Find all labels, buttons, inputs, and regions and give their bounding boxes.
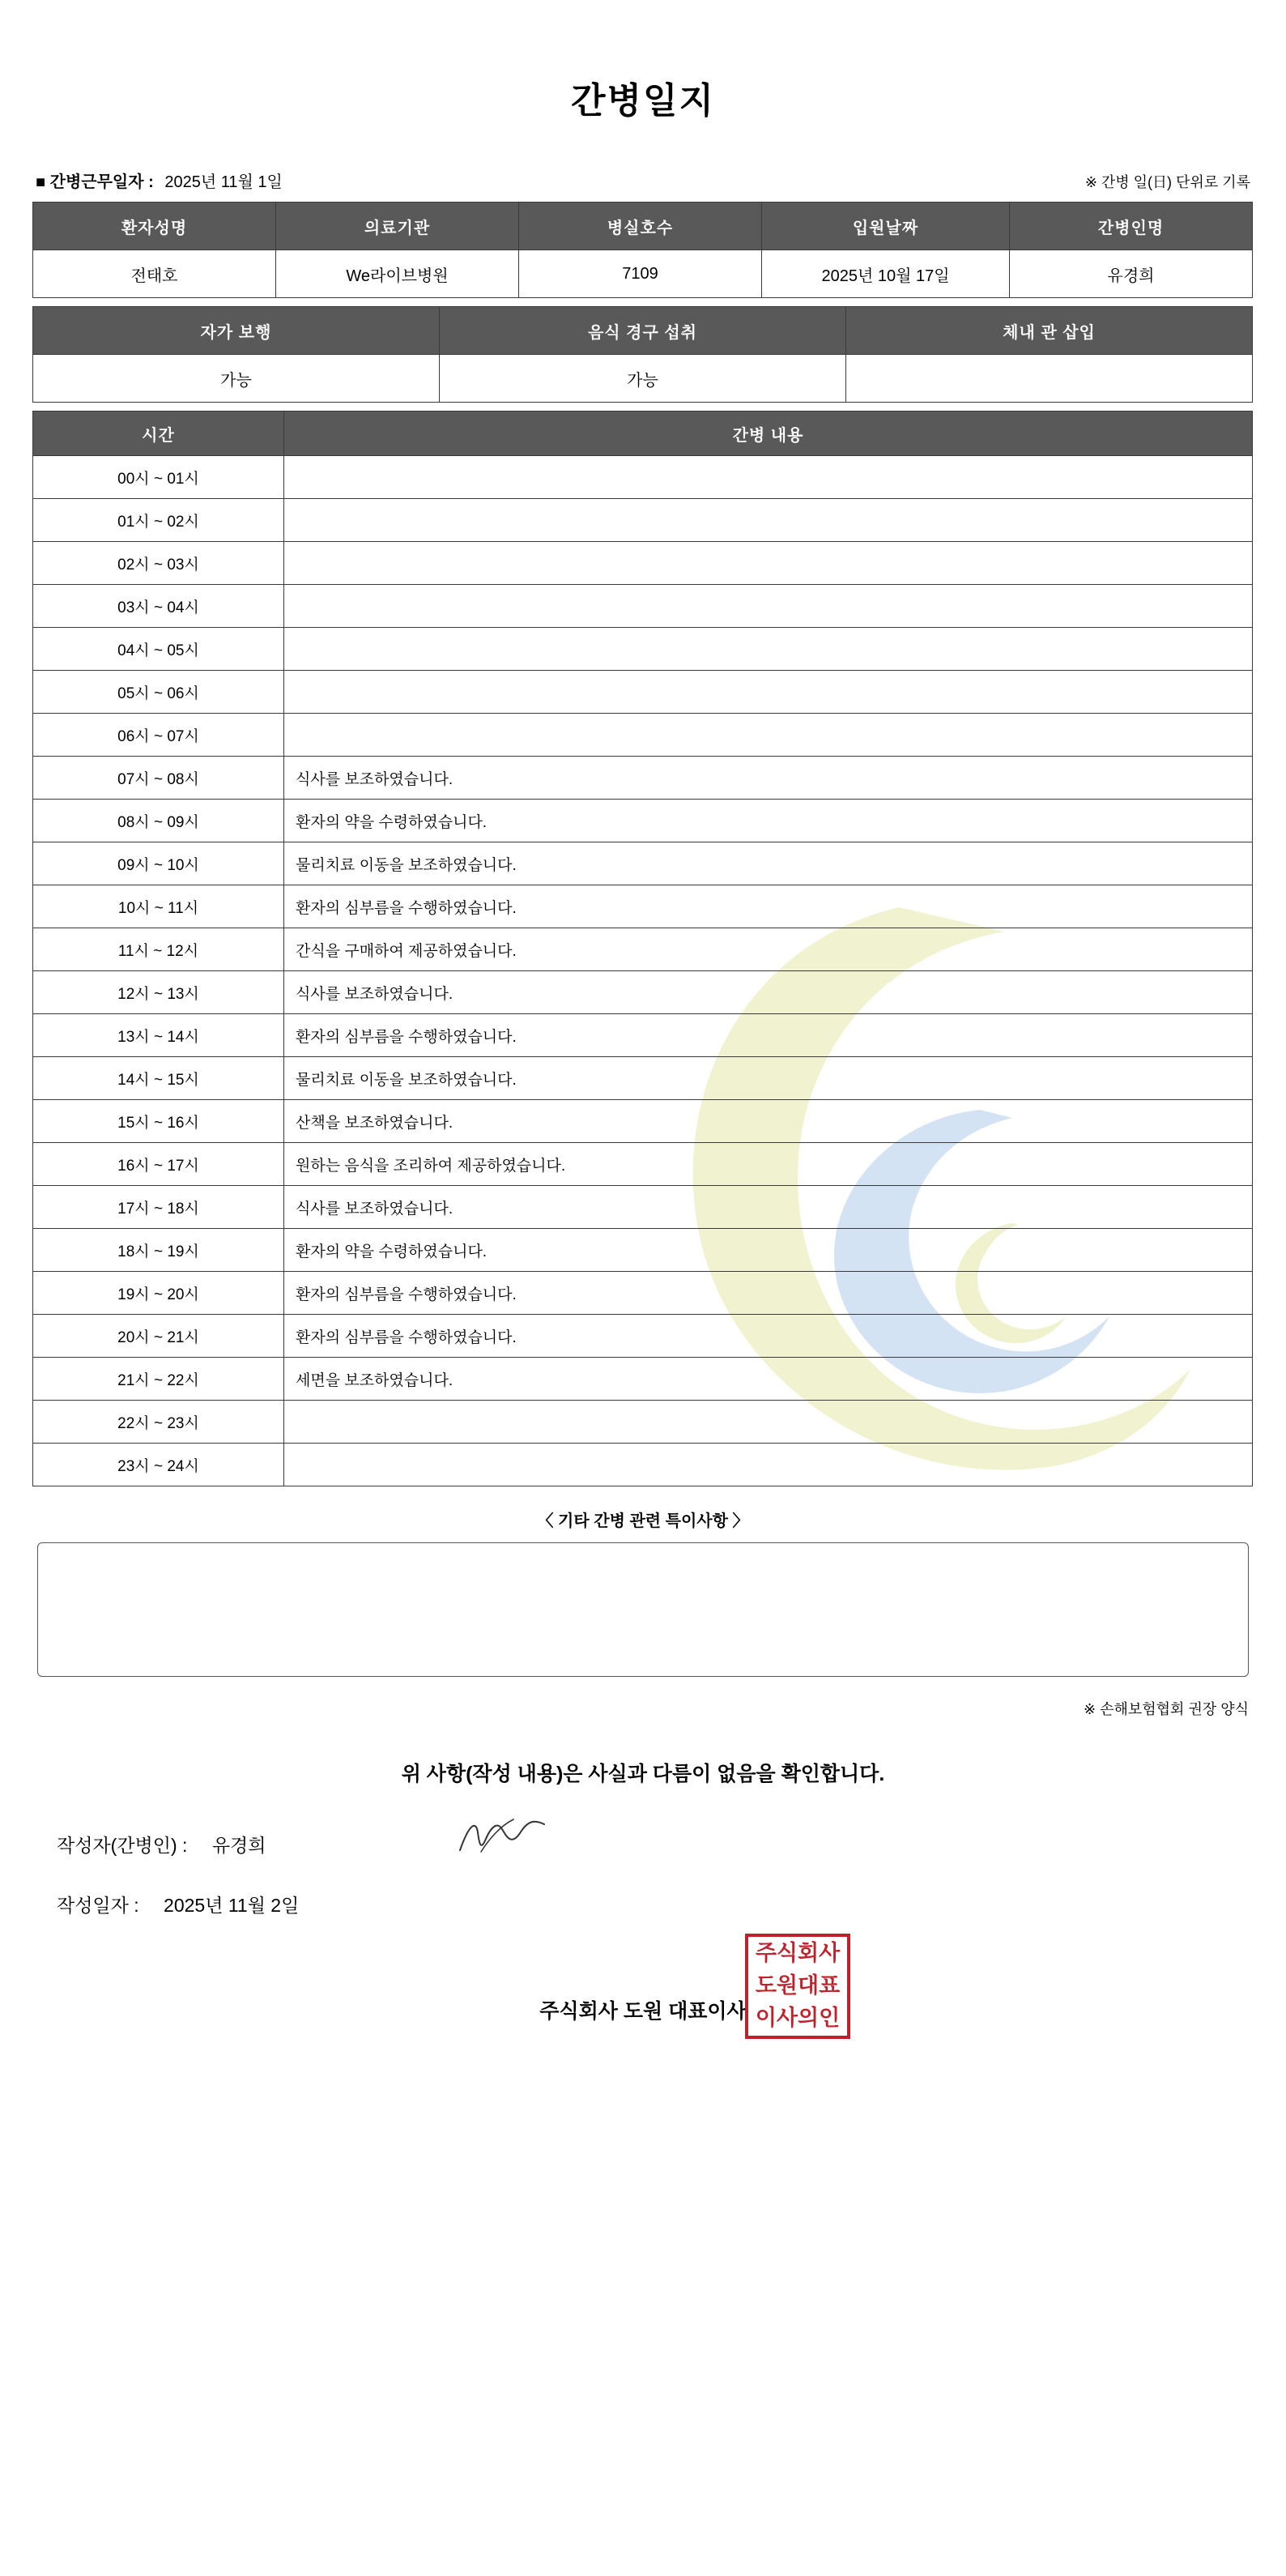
page-title: 간병일지 xyxy=(570,81,715,121)
hour-slot-note[interactable] xyxy=(284,1444,1253,1486)
signature-icon xyxy=(454,1815,551,1858)
condition-header-walking: 자가 보행 xyxy=(33,307,440,355)
hour-slot-time: 08시 ~ 09시 xyxy=(33,800,284,842)
unit-note: ※ 간병 일(日) 단위로 기록 xyxy=(1084,174,1250,190)
confirmation-text: 위 사항(작성 내용)은 사실과 다름이 없음을 확인합니다. xyxy=(401,1763,885,1785)
table-row xyxy=(33,628,1253,671)
writer-line xyxy=(32,1819,1254,1868)
hour-slot-note[interactable] xyxy=(284,456,1253,499)
hour-slot-note[interactable] xyxy=(284,542,1253,585)
hours-header-time: 시간 xyxy=(33,412,284,456)
hour-slot-time: 20시 ~ 21시 xyxy=(33,1315,284,1358)
table-row xyxy=(33,1315,1253,1358)
hour-slot-time: 09시 ~ 10시 xyxy=(33,842,284,885)
condition-value-oral-intake: 가능 xyxy=(440,355,846,403)
table-row xyxy=(33,456,1253,499)
patient-header-hospital: 의료기관 xyxy=(276,203,519,250)
condition-value-tube-insertion xyxy=(846,355,1253,403)
hour-slot-note[interactable]: 환자의 심부름을 수행하였습니다. xyxy=(284,1272,1253,1315)
company-stamp xyxy=(745,1934,850,2039)
hour-slot-note[interactable] xyxy=(284,499,1253,542)
patient-info-table xyxy=(32,202,1253,298)
table-row xyxy=(33,1401,1253,1444)
condition-header-tube-insertion: 체내 관 삽입 xyxy=(846,307,1253,355)
stamp-line-2: 도원대표 xyxy=(755,1973,841,1998)
hour-slot-note[interactable]: 원하는 음식을 조리하여 제공하였습니다. xyxy=(284,1143,1253,1186)
hour-slot-note[interactable]: 물리치료 이동을 보조하였습니다. xyxy=(284,1057,1253,1100)
hour-slot-time: 23시 ~ 24시 xyxy=(33,1444,284,1486)
hour-slot-time: 21시 ~ 22시 xyxy=(33,1358,284,1401)
hour-slot-note[interactable]: 산책을 보조하였습니다. xyxy=(284,1100,1253,1143)
table-row xyxy=(33,757,1253,800)
patient-header-room: 병실호수 xyxy=(519,203,762,250)
meta-row xyxy=(32,168,1254,202)
notes-title: 〈 기타 간병 관련 특이사항 〉 xyxy=(537,1512,749,1530)
table-row xyxy=(33,971,1253,1014)
hour-slot-note[interactable] xyxy=(284,628,1253,671)
association-note: ※ 손해보험협회 권장 양식 xyxy=(1084,1701,1249,1717)
write-date-line xyxy=(32,1868,1254,1917)
hour-slot-note[interactable]: 물리치료 이동을 보조하였습니다. xyxy=(284,842,1253,885)
write-date-label: 작성일자 : xyxy=(57,1895,139,1916)
hour-slot-time: 16시 ~ 17시 xyxy=(33,1143,284,1186)
work-date xyxy=(36,168,283,192)
hour-slot-time: 02시 ~ 03시 xyxy=(33,542,284,585)
table-header-row xyxy=(33,412,1253,456)
hour-slot-note[interactable] xyxy=(284,714,1253,757)
hour-slot-time: 06시 ~ 07시 xyxy=(33,714,284,757)
hour-slot-time: 05시 ~ 06시 xyxy=(33,671,284,714)
notes-box[interactable] xyxy=(37,1542,1249,1677)
patient-header-admission-date: 입원날짜 xyxy=(762,203,1010,250)
table-row xyxy=(33,1358,1253,1401)
hour-slot-time: 03시 ~ 04시 xyxy=(33,585,284,628)
stamp-line-1: 주식회사 xyxy=(755,1941,841,1966)
table-row xyxy=(33,1272,1253,1315)
condition-table xyxy=(32,306,1253,403)
condition-value-walking: 가능 xyxy=(33,355,440,403)
table-row xyxy=(33,885,1253,928)
patient-header-caregiver: 간병인명 xyxy=(1010,203,1253,250)
work-date-label: ■ 간병근무일자 : xyxy=(36,173,154,191)
patient-value-caregiver: 유경희 xyxy=(1010,250,1253,298)
table-row xyxy=(33,800,1253,842)
table-row xyxy=(33,250,1253,298)
hour-slot-time: 22시 ~ 23시 xyxy=(33,1401,284,1444)
hour-slot-time: 14시 ~ 15시 xyxy=(33,1057,284,1100)
table-row xyxy=(33,1100,1253,1143)
hour-slot-note[interactable] xyxy=(284,585,1253,628)
hour-slot-note[interactable]: 식사를 보조하였습니다. xyxy=(284,757,1253,800)
hour-slot-note[interactable]: 식사를 보조하였습니다. xyxy=(284,971,1253,1014)
hour-slot-time: 11시 ~ 12시 xyxy=(33,928,284,971)
table-row xyxy=(33,1143,1253,1186)
patient-value-hospital: We라이브병원 xyxy=(276,250,519,298)
table-row xyxy=(33,542,1253,585)
table-row xyxy=(33,1057,1253,1100)
table-row xyxy=(33,671,1253,714)
table-row xyxy=(33,1229,1253,1272)
hour-slot-note[interactable]: 환자의 심부름을 수행하였습니다. xyxy=(284,1315,1253,1358)
company-name: 주식회사 도원 대표이사 xyxy=(539,2000,747,2023)
hour-slot-note[interactable]: 환자의 약을 수령하였습니다. xyxy=(284,800,1253,842)
patient-value-name: 전태호 xyxy=(33,250,276,298)
table-row xyxy=(33,499,1253,542)
hour-slot-time: 00시 ~ 01시 xyxy=(33,456,284,499)
hour-slot-time: 10시 ~ 11시 xyxy=(33,885,284,928)
table-row xyxy=(33,585,1253,628)
hour-slot-note[interactable]: 환자의 심부름을 수행하였습니다. xyxy=(284,1014,1253,1057)
hour-slot-time: 04시 ~ 05시 xyxy=(33,628,284,671)
table-row xyxy=(33,928,1253,971)
table-row xyxy=(33,1014,1253,1057)
hour-slot-note[interactable] xyxy=(284,1401,1253,1444)
write-date-value: 2025년 11월 2일 xyxy=(164,1895,300,1916)
hourly-log-table xyxy=(32,411,1253,1486)
table-row xyxy=(33,355,1253,403)
hourly-log-body xyxy=(33,456,1253,1486)
table-row xyxy=(33,1186,1253,1229)
hour-slot-time: 07시 ~ 08시 xyxy=(33,757,284,800)
hour-slot-note[interactable] xyxy=(284,671,1253,714)
hour-slot-time: 17시 ~ 18시 xyxy=(33,1186,284,1229)
table-header-row xyxy=(33,203,1253,250)
writer-label: 작성자(간병인) : xyxy=(57,1835,188,1856)
company-line xyxy=(32,1917,1254,2031)
writer-value: 유경희 xyxy=(211,1835,266,1856)
hour-slot-note[interactable]: 환자의 심부름을 수행하였습니다. xyxy=(284,885,1253,928)
condition-header-oral-intake: 음식 경구 섭취 xyxy=(440,307,846,355)
stamp-line-3: 이사의인 xyxy=(755,2006,841,2031)
hour-slot-note[interactable]: 환자의 약을 수령하였습니다. xyxy=(284,1229,1253,1272)
patient-header-name: 환자성명 xyxy=(33,203,276,250)
hours-header-content: 간병 내용 xyxy=(284,412,1253,456)
hour-slot-note[interactable]: 간식을 구매하여 제공하였습니다. xyxy=(284,928,1253,971)
table-row xyxy=(33,842,1253,885)
patient-value-room: 7109 xyxy=(519,250,762,298)
hour-slot-time: 18시 ~ 19시 xyxy=(33,1229,284,1272)
hour-slot-time: 01시 ~ 02시 xyxy=(33,499,284,542)
work-date-value: 2025년 11월 1일 xyxy=(164,173,283,191)
table-header-row xyxy=(33,307,1253,355)
hour-slot-time: 13시 ~ 14시 xyxy=(33,1014,284,1057)
hour-slot-time: 15시 ~ 16시 xyxy=(33,1100,284,1143)
hour-slot-time: 12시 ~ 13시 xyxy=(33,971,284,1014)
table-row xyxy=(33,1444,1253,1486)
hour-slot-note[interactable]: 세면을 보조하였습니다. xyxy=(284,1358,1253,1401)
table-row xyxy=(33,714,1253,757)
hour-slot-time: 19시 ~ 20시 xyxy=(33,1272,284,1315)
patient-value-admission-date: 2025년 10월 17일 xyxy=(762,250,1010,298)
hour-slot-note[interactable]: 식사를 보조하였습니다. xyxy=(284,1186,1253,1229)
